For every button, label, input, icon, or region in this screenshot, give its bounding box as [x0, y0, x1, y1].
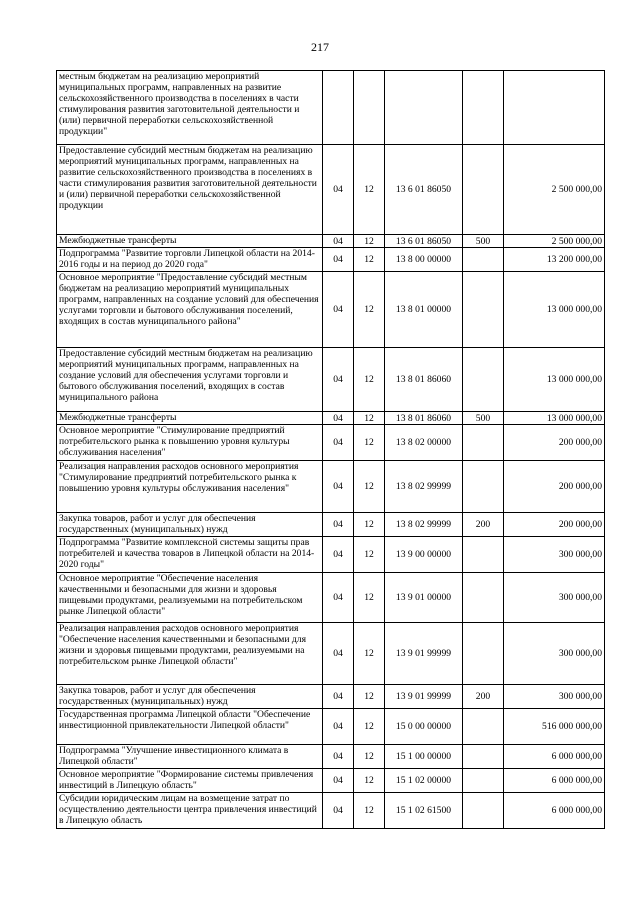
row-amount: 13 000 000,00 [504, 412, 605, 425]
row-name: Государственная программа Липецкой области "Обеспечение инвестиционной привлекательности Липецкой области" [57, 709, 323, 745]
row-section: 04 [323, 412, 354, 425]
row-subsection: 12 [354, 709, 385, 745]
row-amount: 200 000,00 [504, 513, 605, 537]
row-amount: 300 000,00 [504, 685, 605, 709]
row-subsection: 12 [354, 248, 385, 272]
row-name: Реализация направления расходов основного мероприятия "Стимулирование предприятий потребительского рынка к повышению уровня культуры обслуживания населения" [57, 461, 323, 513]
row-amount: 2 500 000,00 [504, 235, 605, 248]
row-subsection: 12 [354, 461, 385, 513]
table-row [57, 573, 605, 623]
row-section: 04 [323, 272, 354, 348]
row-expense-type [463, 769, 504, 793]
row-section: 04 [323, 623, 354, 685]
row-amount: 6 000 000,00 [504, 769, 605, 793]
row-name: Предоставление субсидий местным бюджетам на реализацию мероприятий муниципальных программ, направленных на создание условий для обеспечения услугами торговли и бытового обслуживания поселений, входящих в состав муниципального района [57, 348, 323, 412]
page-number: 217 [311, 40, 329, 54]
row-amount [504, 71, 605, 145]
table-row [57, 425, 605, 461]
table-row [57, 272, 605, 348]
row-subsection: 12 [354, 685, 385, 709]
row-expense-type [463, 709, 504, 745]
row-subsection: 12 [354, 769, 385, 793]
row-name: Основное мероприятие "Стимулирование предприятий потребительского рынка к повышению уровня культуры обслуживания населения" [57, 425, 323, 461]
table-row [57, 348, 605, 412]
row-section: 04 [323, 235, 354, 248]
row-section: 04 [323, 425, 354, 461]
table-row [57, 235, 605, 248]
row-section: 04 [323, 513, 354, 537]
row-expense-type: 200 [463, 513, 504, 537]
row-amount: 300 000,00 [504, 573, 605, 623]
row-target-code: 13 9 00 00000 [385, 537, 463, 573]
row-target-code: 13 9 01 00000 [385, 573, 463, 623]
row-amount: 6 000 000,00 [504, 793, 605, 829]
row-target-code: 13 9 01 99999 [385, 685, 463, 709]
row-name: Субсидии юридическим лицам на возмещение затрат по осуществлению деятельности центра привлечения инвестиций в Липецкую область [57, 793, 323, 829]
row-amount: 6 000 000,00 [504, 745, 605, 769]
row-expense-type [463, 272, 504, 348]
table-row [57, 537, 605, 573]
row-subsection: 12 [354, 145, 385, 235]
row-section: 04 [323, 461, 354, 513]
row-section: 04 [323, 685, 354, 709]
row-name: Подпрограмма "Развитие торговли Липецкой области на 2014-2016 годы и на период до 2020 года" [57, 248, 323, 272]
row-subsection: 12 [354, 235, 385, 248]
table-row [57, 461, 605, 513]
row-target-code: 13 8 02 99999 [385, 513, 463, 537]
table-row [57, 685, 605, 709]
row-target-code [385, 71, 463, 145]
table-row [57, 745, 605, 769]
row-target-code: 13 9 01 99999 [385, 623, 463, 685]
row-name: Основное мероприятие "Предоставление субсидий местным бюджетам на реализацию мероприятий муниципальных программ, направленных на создание условий для обеспечения услугами торговли и бытового обслуживания поселений, входящих в состав муниципального района" [57, 272, 323, 348]
row-target-code: 13 6 01 86050 [385, 145, 463, 235]
row-expense-type [463, 573, 504, 623]
row-target-code: 13 8 02 00000 [385, 425, 463, 461]
row-expense-type [463, 461, 504, 513]
row-amount: 13 000 000,00 [504, 348, 605, 412]
table-row [57, 623, 605, 685]
table-row [57, 412, 605, 425]
row-name: Основное мероприятие "Обеспечение населения качественными и безопасными для жизни и здоровья пищевыми продуктами, реализуемыми на потребительском рынке Липецкой области" [57, 573, 323, 623]
row-subsection: 12 [354, 272, 385, 348]
row-subsection: 12 [354, 573, 385, 623]
row-amount: 200 000,00 [504, 425, 605, 461]
row-amount: 200 000,00 [504, 461, 605, 513]
row-subsection: 12 [354, 412, 385, 425]
row-subsection: 12 [354, 425, 385, 461]
row-target-code: 15 1 02 00000 [385, 769, 463, 793]
row-target-code: 13 8 01 86060 [385, 348, 463, 412]
row-subsection: 12 [354, 745, 385, 769]
table-row [57, 248, 605, 272]
row-expense-type: 500 [463, 412, 504, 425]
row-subsection: 12 [354, 793, 385, 829]
row-target-code: 13 6 01 86050 [385, 235, 463, 248]
row-section: 04 [323, 348, 354, 412]
row-name: Реализация направления расходов основного мероприятия "Обеспечение населения качественными и безопасными для жизни и здоровья пищевыми продуктами, реализуемыми на потребительском рынке Липецкой области" [57, 623, 323, 685]
table-row [57, 71, 605, 145]
row-expense-type [463, 248, 504, 272]
row-amount: 13 000 000,00 [504, 272, 605, 348]
row-section: 04 [323, 745, 354, 769]
row-name: Межбюджетные трансферты [57, 235, 323, 248]
row-subsection: 12 [354, 513, 385, 537]
row-section: 04 [323, 573, 354, 623]
table-row [57, 513, 605, 537]
row-target-code: 15 1 00 00000 [385, 745, 463, 769]
row-amount: 300 000,00 [504, 623, 605, 685]
row-target-code: 13 8 01 00000 [385, 272, 463, 348]
row-section: 04 [323, 537, 354, 573]
row-name: Закупка товаров, работ и услуг для обеспечения государственных (муниципальных) нужд [57, 685, 323, 709]
row-section: 04 [323, 145, 354, 235]
row-name: Основное мероприятие "Формирование системы привлечения инвестиций в Липецкую область" [57, 769, 323, 793]
row-amount: 13 200 000,00 [504, 248, 605, 272]
row-subsection [354, 71, 385, 145]
row-section: 04 [323, 793, 354, 829]
row-expense-type [463, 425, 504, 461]
budget-table [56, 70, 605, 829]
row-name: Подпрограмма "Развитие комплексной системы защиты прав потребителей и качества товаров в Липецкой области на 2014-2020 годы" [57, 537, 323, 573]
row-subsection: 12 [354, 623, 385, 685]
row-expense-type: 500 [463, 235, 504, 248]
row-section [323, 71, 354, 145]
row-target-code: 15 0 00 00000 [385, 709, 463, 745]
row-expense-type [463, 623, 504, 685]
row-amount: 300 000,00 [504, 537, 605, 573]
row-target-code: 13 8 01 86060 [385, 412, 463, 425]
row-name: Предоставление субсидий местным бюджетам на реализацию мероприятий муниципальных программ, направленных на развитие сельскохозяйственного производства в поселениях в части стимулирования развития заготовительной деятельности и (или) первичной переработки сельскохозяйственной продукции [57, 145, 323, 235]
table-row [57, 145, 605, 235]
row-expense-type [463, 537, 504, 573]
row-name: местным бюджетам на реализацию мероприятий муниципальных программ, направленных на развитие сельскохозяйственного производства в поселениях в части стимулирования развития заготовительной деятельности и (или) первичной переработки сельскохозяйственной продукции" [57, 71, 323, 145]
row-name: Закупка товаров, работ и услуг для обеспечения государственных (муниципальных) нужд [57, 513, 323, 537]
row-expense-type: 200 [463, 685, 504, 709]
row-expense-type [463, 745, 504, 769]
table-row [57, 793, 605, 829]
row-target-code: 13 8 02 99999 [385, 461, 463, 513]
row-section: 04 [323, 248, 354, 272]
row-expense-type [463, 71, 504, 145]
row-name: Подпрограмма "Улучшение инвестиционного климата в Липецкой области" [57, 745, 323, 769]
row-amount: 2 500 000,00 [504, 145, 605, 235]
table-row [57, 769, 605, 793]
row-subsection: 12 [354, 537, 385, 573]
row-subsection: 12 [354, 348, 385, 412]
row-expense-type [463, 145, 504, 235]
row-expense-type [463, 793, 504, 829]
row-expense-type [463, 348, 504, 412]
row-section: 04 [323, 769, 354, 793]
row-amount: 516 000 000,00 [504, 709, 605, 745]
row-target-code: 13 8 00 00000 [385, 248, 463, 272]
table-row [57, 709, 605, 745]
row-target-code: 15 1 02 61500 [385, 793, 463, 829]
row-name: Межбюджетные трансферты [57, 412, 323, 425]
row-section: 04 [323, 709, 354, 745]
